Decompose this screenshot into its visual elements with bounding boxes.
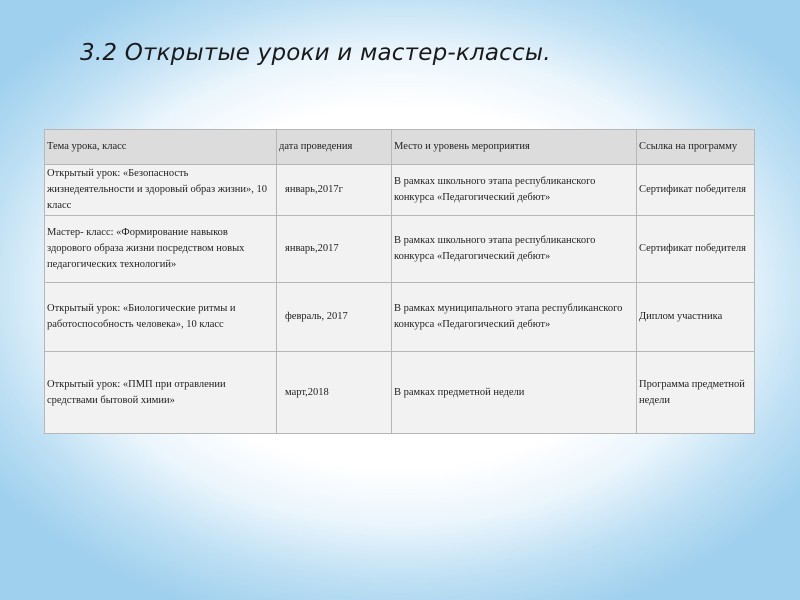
cell-place: В рамках школьного этапа республиканского конкурса «Педагогический дебют» (392, 165, 637, 216)
table-row (45, 216, 755, 283)
table-row (45, 165, 755, 216)
header-link: Ссылка на программу (637, 130, 755, 165)
cell-date: январь,2017 (277, 216, 392, 283)
slide-title: 3.2 Открытые уроки и мастер-классы. (80, 40, 551, 66)
cell-link: Программа предметной недели (637, 352, 755, 434)
events-table (44, 129, 755, 434)
header-topic: Тема урока, класс (45, 130, 277, 165)
cell-link: Диплом участника (637, 283, 755, 352)
cell-date: март,2018 (277, 352, 392, 434)
table-row (45, 352, 755, 434)
header-place: Место и уровень мероприятия (392, 130, 637, 165)
header-date: дата проведения (277, 130, 392, 165)
cell-link: Сертификат победителя (637, 165, 755, 216)
cell-date: февраль, 2017 (277, 283, 392, 352)
table-header-row (45, 130, 755, 165)
cell-link: Сертификат победителя (637, 216, 755, 283)
table-row (45, 283, 755, 352)
cell-topic: Открытый урок: «Биологические ритмы и работоспособность человека», 10 класс (45, 283, 277, 352)
cell-place: В рамках муниципального этапа республиканского конкурса «Педагогический дебют» (392, 283, 637, 352)
cell-topic: Открытый урок: «Безопасность жизнедеятельности и здоровый образ жизни», 10 класс (45, 165, 277, 216)
cell-date: январь,2017г (277, 165, 392, 216)
cell-place: В рамках школьного этапа республиканского конкурса «Педагогический дебют» (392, 216, 637, 283)
cell-place: В рамках предметной недели (392, 352, 637, 434)
cell-topic: Мастер- класс: «Формирование навыков здорового образа жизни посредством новых педагогических технологий» (45, 216, 277, 283)
cell-topic: Открытый урок: «ПМП при отравлении средствами бытовой химии» (45, 352, 277, 434)
